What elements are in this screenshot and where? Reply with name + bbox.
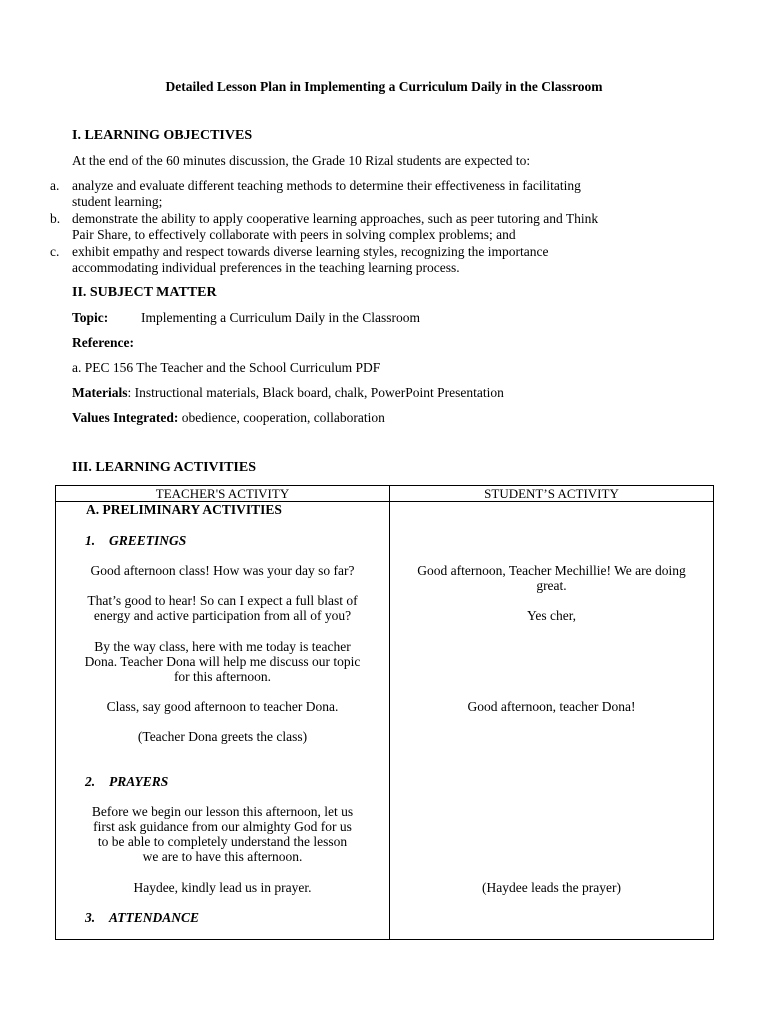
- student-greeting-4-line: Good afternoon, teacher Dona!: [467, 699, 636, 714]
- teacher-greeting-1: [56, 563, 389, 578]
- greetings-heading: [85, 533, 186, 549]
- objective-b: [72, 211, 598, 243]
- objectives-intro: At the end of the 60 minutes discussion, the Grade 10 Rizal students are expected to:: [72, 153, 531, 168]
- section-heading-learning-objectives: I. LEARNING OBJECTIVES: [72, 128, 253, 143]
- preliminary-activities-heading: A. PRELIMINARY ACTIVITIES: [86, 502, 282, 517]
- reference-label: [72, 335, 134, 351]
- teacher-greeting-5-line: (Teacher Dona greets the class): [137, 729, 308, 744]
- student-greeting-2-line: Yes cher,: [526, 608, 577, 623]
- values-row: [72, 410, 385, 426]
- objective-b-line-1: demonstrate the ability to apply cooperative learning approaches, such as peer tutoring and Think: [72, 211, 599, 226]
- teacher-greeting-3-line-2: Dona. Teacher Dona will help me discuss our topic: [84, 654, 361, 669]
- attendance-heading: [85, 910, 199, 926]
- materials-row: [72, 385, 504, 401]
- topic-row: [72, 310, 108, 326]
- prayers-heading: [85, 774, 168, 790]
- student-greeting-1: [390, 563, 713, 593]
- table-header-row: [56, 486, 713, 502]
- objective-c-line-1: exhibit empathy and respect towards diverse learning styles, recognizing the importance: [72, 244, 549, 259]
- section-heading-subject-matter: II. SUBJECT MATTER: [72, 285, 217, 300]
- objective-a-line-1: analyze and evaluate different teaching methods to determine their effectiveness in facilitating: [72, 178, 581, 193]
- greetings-number: 1.: [85, 533, 96, 548]
- attendance-number: 3.: [85, 910, 96, 925]
- teacher-prayer-1-line-3: to be able to completely understand the lesson: [97, 834, 348, 849]
- objective-c-marker: c.: [50, 244, 60, 259]
- teacher-greeting-5: [56, 729, 389, 744]
- greetings-label: GREETINGS: [109, 533, 187, 548]
- materials-value: : Instructional materials, Black board, chalk, PowerPoint Presentation: [127, 385, 504, 400]
- student-greeting-1-line-1: Good afternoon, Teacher Mechillie! We are doing: [417, 563, 686, 578]
- teacher-prayer-1-line-1: Before we begin our lesson this afternoon, let us: [91, 804, 354, 819]
- teacher-greeting-2-line-2: energy and active participation from all of you?: [93, 608, 352, 623]
- attendance-label: ATTENDANCE: [109, 910, 200, 925]
- student-prayer-2-line: (Haydee leads the prayer): [481, 880, 622, 895]
- reference-label-text: Reference:: [72, 335, 134, 350]
- student-greeting-2: [390, 608, 713, 623]
- teacher-greeting-1-line: Good afternoon class! How was your day so far?: [90, 563, 355, 578]
- materials-label: Materials: [72, 385, 128, 400]
- student-prayer-2: [390, 880, 713, 895]
- topic-value: Implementing a Curriculum Daily in the Classroom: [141, 310, 420, 325]
- teacher-prayer-1-line-2: first ask guidance from our almighty God for us: [93, 819, 352, 834]
- objective-a: [72, 178, 581, 210]
- values-label: Values Integrated:: [72, 410, 179, 425]
- section-heading-learning-activities: III. LEARNING ACTIVITIES: [72, 460, 257, 475]
- teacher-prayer-2: [56, 880, 389, 895]
- values-value: obedience, cooperation, collaboration: [178, 410, 385, 425]
- prayers-label: PRAYERS: [109, 774, 169, 789]
- objective-b-marker: b.: [50, 211, 61, 226]
- student-greeting-1-line-2: great.: [536, 578, 567, 593]
- reference-item: a. PEC 156 The Teacher and the School Curriculum PDF: [72, 360, 381, 375]
- student-greeting-4: [390, 699, 713, 714]
- topic-label: Topic:: [72, 310, 109, 325]
- teacher-greeting-2: [56, 593, 389, 623]
- column-header-student: STUDENT’S ACTIVITY: [484, 486, 619, 501]
- teacher-greeting-3-line-1: By the way class, here with me today is teacher: [94, 639, 351, 654]
- objective-c: [72, 244, 548, 276]
- objective-b-line-2: Pair Share, to effectively collaborate with peers in solving complex problems; and: [72, 227, 516, 242]
- teacher-greeting-4: [56, 699, 389, 714]
- objective-a-marker: a.: [50, 178, 60, 193]
- document-title: Detailed Lesson Plan in Implementing a Curriculum Daily in the Classroom: [165, 79, 603, 94]
- teacher-prayer-1: [56, 804, 389, 864]
- teacher-greeting-4-line: Class, say good afternoon to teacher Dona.: [106, 699, 339, 714]
- activities-table: [55, 485, 714, 940]
- column-header-teacher: TEACHER'S ACTIVITY: [155, 486, 290, 501]
- teacher-prayer-1-line-4: we are to have this afternoon.: [142, 849, 303, 864]
- teacher-greeting-3: [56, 639, 389, 684]
- objective-c-line-2: accommodating individual preferences in the teaching learning process.: [72, 260, 460, 275]
- teacher-greeting-3-line-3: for this afternoon.: [173, 669, 272, 684]
- teacher-greeting-2-line-1: That’s good to hear! So can I expect a full blast of: [87, 593, 358, 608]
- teacher-prayer-2-line: Haydee, kindly lead us in prayer.: [133, 880, 312, 895]
- prayers-number: 2.: [85, 774, 96, 789]
- objective-a-line-2: student learning;: [72, 194, 163, 209]
